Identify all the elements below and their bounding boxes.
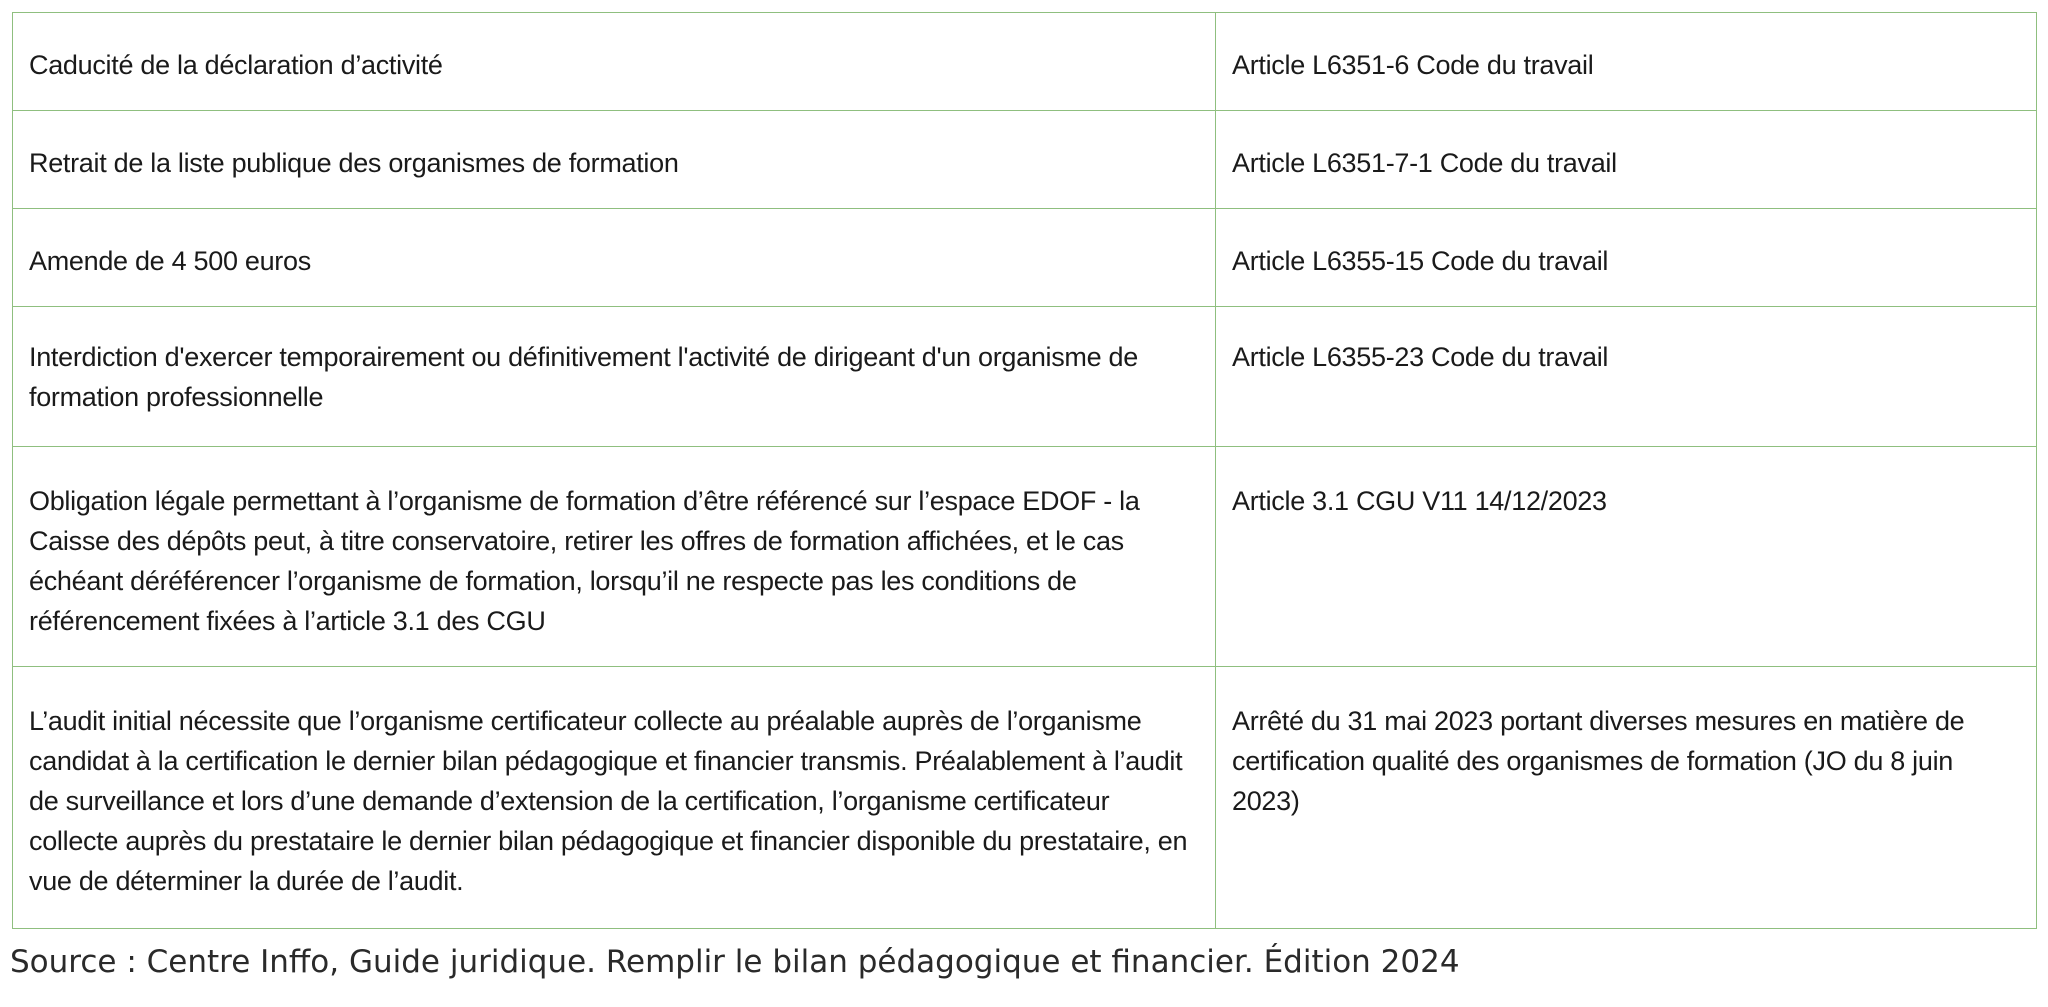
table-row xyxy=(13,209,2037,307)
source-caption: Source : Centre Inffo, Guide juridique. Remplir le bilan pédagogique et financier. Édition 2024 xyxy=(10,944,1460,980)
measure-cell: Amende de 4 500 euros xyxy=(13,209,1216,307)
measure-cell: L’audit initial nécessite que l’organisme certificateur collecte au préalable auprès de l’organisme candidat à la certification le dernier bilan pédagogique et financier transmis. Préalablement à l’audit de surveillance et lors d’une demande d’extension de la certification, l’organisme certificateur collecte auprès du prestataire le dernier bilan pédagogique et financier disponible du prestataire, en vue de déterminer la durée de l’audit. xyxy=(13,667,1216,929)
reference-cell: Article L6355-23 Code du travail xyxy=(1216,307,2037,447)
reference-cell: Article L6351-6 Code du travail xyxy=(1216,13,2037,111)
measure-cell: Caducité de la déclaration d’activité xyxy=(13,13,1216,111)
measure-cell: Interdiction d'exercer temporairement ou définitivement l'activité de dirigeant d'un organisme de formation professionnelle xyxy=(13,307,1216,447)
table-row xyxy=(13,111,2037,209)
reference-cell: Arrêté du 31 mai 2023 portant diverses mesures en matière de certification qualité des organismes de formation (JO du 8 juin 2023) xyxy=(1216,667,2037,929)
table-row xyxy=(13,447,2037,667)
table-row xyxy=(13,307,2037,447)
table-row xyxy=(13,667,2037,929)
reference-cell: Article L6355-15 Code du travail xyxy=(1216,209,2037,307)
measure-cell: Retrait de la liste publique des organismes de formation xyxy=(13,111,1216,209)
reference-cell: Article 3.1 CGU V11 14/12/2023 xyxy=(1216,447,2037,667)
table-row xyxy=(13,13,2037,111)
reference-cell: Article L6351-7-1 Code du travail xyxy=(1216,111,2037,209)
legal-sanctions-table xyxy=(12,12,2037,929)
measure-cell: Obligation légale permettant à l’organisme de formation d’être référencé sur l’espace EDOF - la Caisse des dépôts peut, à titre conservatoire, retirer les offres de formation affichées, et le cas échéant déréférencer l’organisme de formation, lorsqu’il ne respecte pas les conditions de référencement fixées à l’article 3.1 des CGU xyxy=(13,447,1216,667)
